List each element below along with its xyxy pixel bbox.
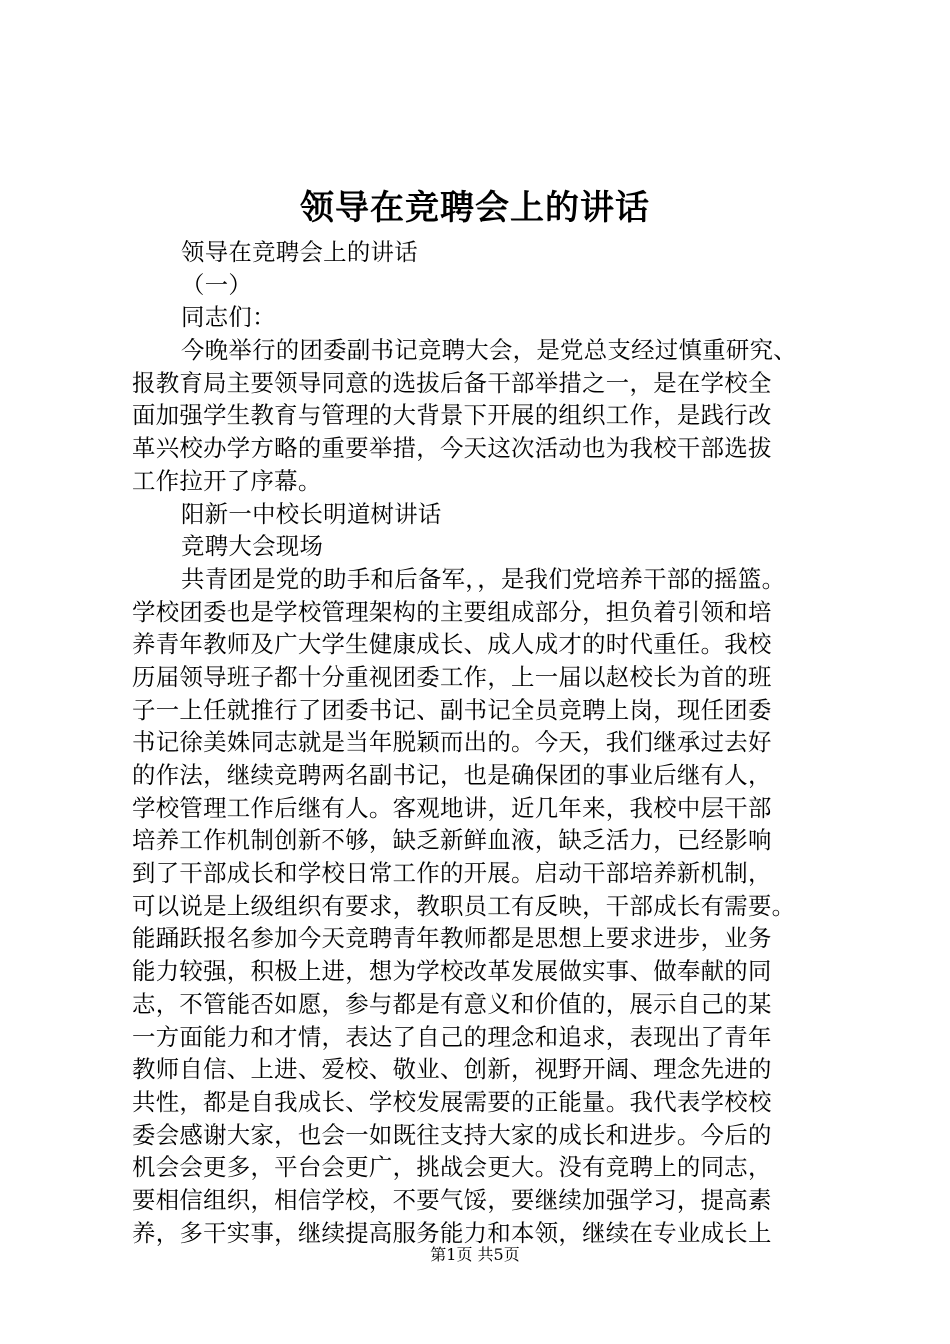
body-line: 阳新一中校长明道树讲话 [181, 499, 442, 528]
body-line: 同志们： [181, 303, 276, 332]
body-line: 培养工作机制创新不够，缺乏新鲜血液，缺乏活力，已经影响 [132, 826, 772, 855]
body-line: 的作法，继续竞聘两名副书记，也是确保团的事业后继有人， [132, 761, 772, 789]
body-line: 子一上任就推行了团委书记、副书记全员竞聘上岗，现任团委 [132, 695, 772, 724]
body-line: 历届领导班子都十分重视团委工作，上一届以赵校长为首的班 [132, 662, 772, 691]
body-line: 领导在竞聘会上的讲话 [181, 238, 418, 266]
document-title: 领导在竞聘会上的讲话 [300, 188, 650, 228]
body-line: 学校团委也是学校管理架构的主要组成部分，担负着引领和培 [132, 597, 772, 626]
body-line: 到了干部成长和学校日常工作的开展。启动干部培养新机制， [132, 859, 772, 888]
body-line: 志，不管能否如愿，参与都是有意义和价值的，展示自己的某 [132, 989, 772, 1018]
body-line: 养青年教师及广大学生健康成长、成人成才的时代重任。我校 [132, 630, 772, 659]
body-line: 共性，都是自我成长、学校发展需要的正能量。我代表学校校 [132, 1087, 772, 1116]
body-line: 竞聘大会现场 [181, 532, 324, 561]
body-line: 书记徐美姝同志就是当年脱颖而出的。今天，我们继承过去好 [132, 728, 772, 757]
body-line: 可以说是上级组织有要求，教职员工有反映，干部成长有需要。 [132, 891, 796, 920]
body-line: 面加强学生教育与管理的大背景下开展的组织工作，是践行改 [132, 401, 772, 430]
body-line: 今晚举行的团委副书记竞聘大会，是党总支经过慎重研究、 [181, 336, 797, 365]
page-footer: 第1页 共5页 [430, 1245, 520, 1264]
body-line: 养，多干实事，继续提高服务能力和本领，继续在专业成长上 [132, 1218, 772, 1247]
body-line: 要相信组织，相信学校，不要气馁，要继续加强学习，提高素 [132, 1185, 772, 1214]
document-body [132, 236, 834, 1249]
body-line: 共青团是党的助手和后备军，，是我们党培养干部的摇篮。 [181, 564, 786, 593]
body-line: 教师自信、上进、爱校、敬业、创新，视野开阔、理念先进的 [132, 1055, 772, 1084]
body-line: 委会感谢大家，也会一如既往支持大家的成长和进步。今后的 [132, 1120, 772, 1149]
body-line: 革兴校办学方略的重要举措，今天这次活动也为我校干部选拔 [132, 434, 772, 463]
body-line: 能力较强，积极上进，想为学校改革发展做实事、做奉献的同 [132, 957, 772, 986]
body-line: 报教育局主要领导同意的选拔后备干部举措之一，是在学校全 [132, 368, 772, 397]
body-line: 一方面能力和才情，表达了自己的理念和追求，表现出了青年 [132, 1022, 772, 1051]
body-line: （一） [181, 270, 253, 299]
body-line: 工作拉开了序幕。 [132, 466, 322, 495]
body-line: 能踊跃报名参加今天竞聘青年教师都是思想上要求进步，业务 [132, 924, 772, 953]
body-line: 学校管理工作后继有人。客观地讲，近几年来，我校中层干部 [132, 793, 772, 822]
body-line: 机会会更多，平台会更广，挑战会更大。没有竞聘上的同志， [132, 1153, 772, 1182]
